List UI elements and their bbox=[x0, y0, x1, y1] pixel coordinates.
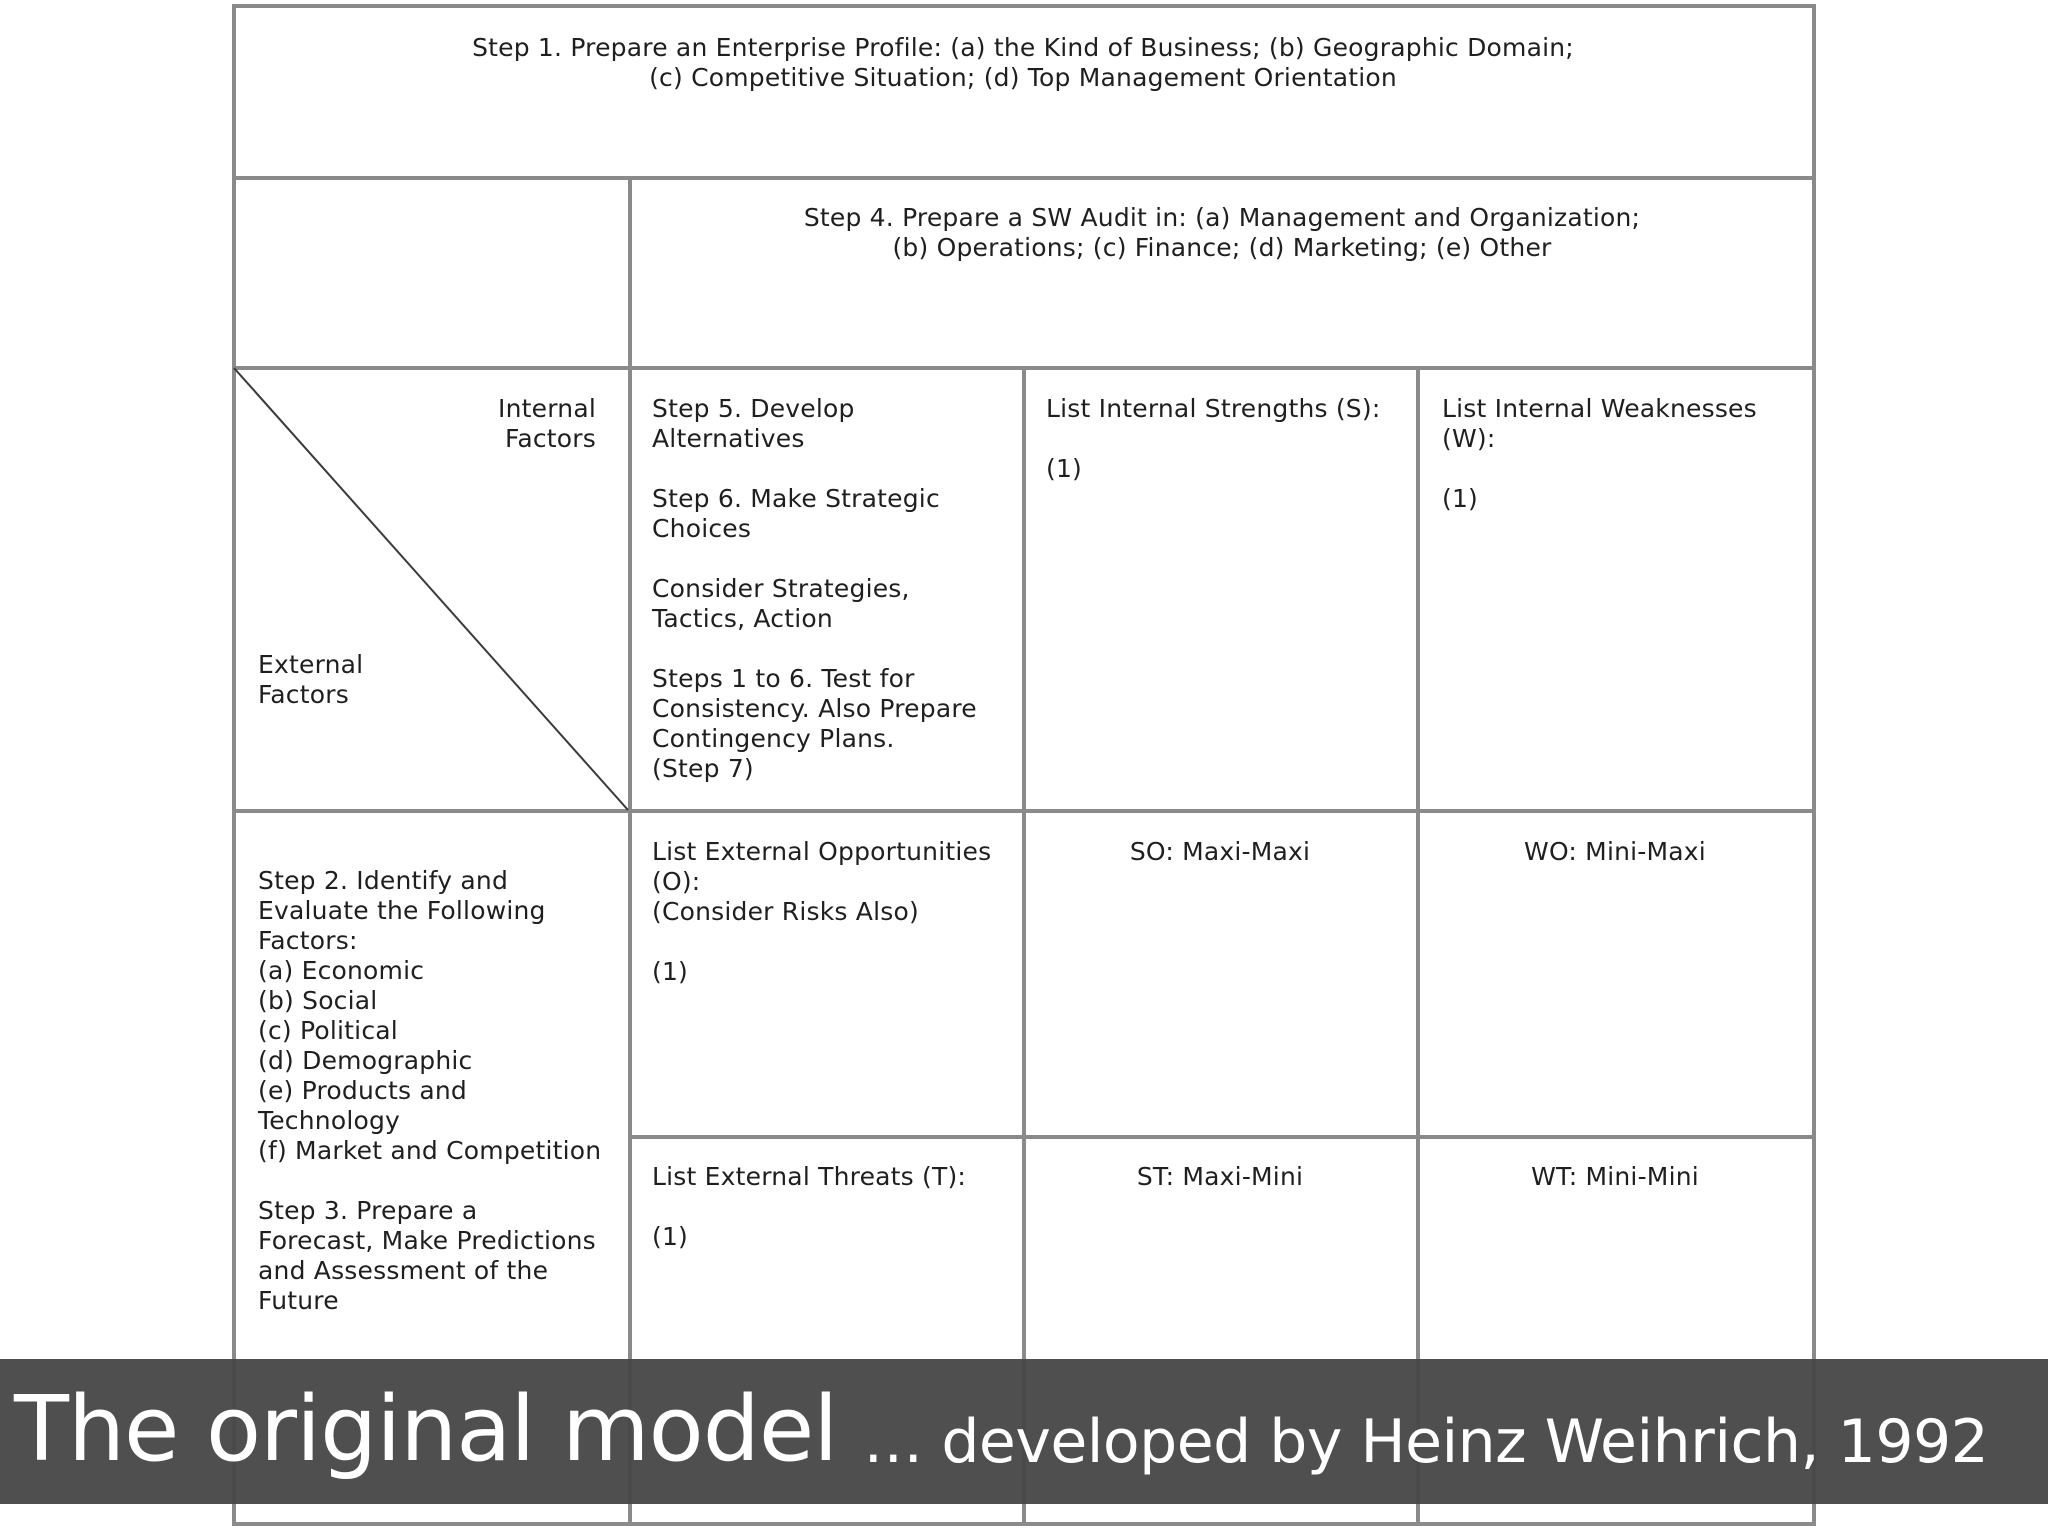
internal-factors-label: Internal Factors bbox=[498, 394, 596, 453]
steps-2-and-3: Step 2. Identify and Evaluate the Following Factors: (a) Economic (b) Social (c) Political (d) Demographic (e) Products and Technology (f) Market and Competition Step 3. Prepare a Forecast, Make Predictions and Assessment of the Future bbox=[258, 866, 602, 1315]
external-threats: List External Threats (T): (1) bbox=[652, 1162, 967, 1251]
external-factors-label: External Factors bbox=[258, 650, 364, 709]
wo-strategy: WO: Mini-Maxi bbox=[1524, 837, 1706, 866]
st-strategy: ST: Maxi-Mini bbox=[1136, 1162, 1304, 1191]
so-strategy: SO: Maxi-Maxi bbox=[1129, 837, 1311, 866]
wt-strategy: WT: Mini-Mini bbox=[1531, 1162, 1699, 1191]
external-opportunities: List External Opportunities (O): (Consider Risks Also) (1) bbox=[652, 837, 992, 986]
internal-weaknesses: List Internal Weaknesses (W): (1) bbox=[1442, 394, 1757, 513]
internal-strengths: List Internal Strengths (S): (1) bbox=[1046, 394, 1381, 483]
caption-subtitle: … developed by Heinz Weihrich, 1992 bbox=[863, 1406, 1989, 1477]
step1-enterprise-profile: Step 1. Prepare an Enterprise Profile: (a) the Kind of Business; (b) Geographic Domain; (c) Competitive Situation; (d) Top Management Orientation bbox=[472, 33, 1574, 92]
step4-sw-audit: Step 4. Prepare a SW Audit in: (a) Management and Organization; (b) Operations; (c) Finance; (d) Marketing; (e) Other bbox=[803, 203, 1641, 262]
steps-5-to-7: Step 5. Develop Alternatives Step 6. Make Strategic Choices Consider Strategies, Tactics, Action Steps 1 to 6. Test for Consistency. Also Prepare Contingency Plans. (Step 7) bbox=[652, 394, 977, 783]
caption-bar bbox=[0, 1359, 2048, 1504]
caption-title: The original model bbox=[14, 1376, 838, 1482]
